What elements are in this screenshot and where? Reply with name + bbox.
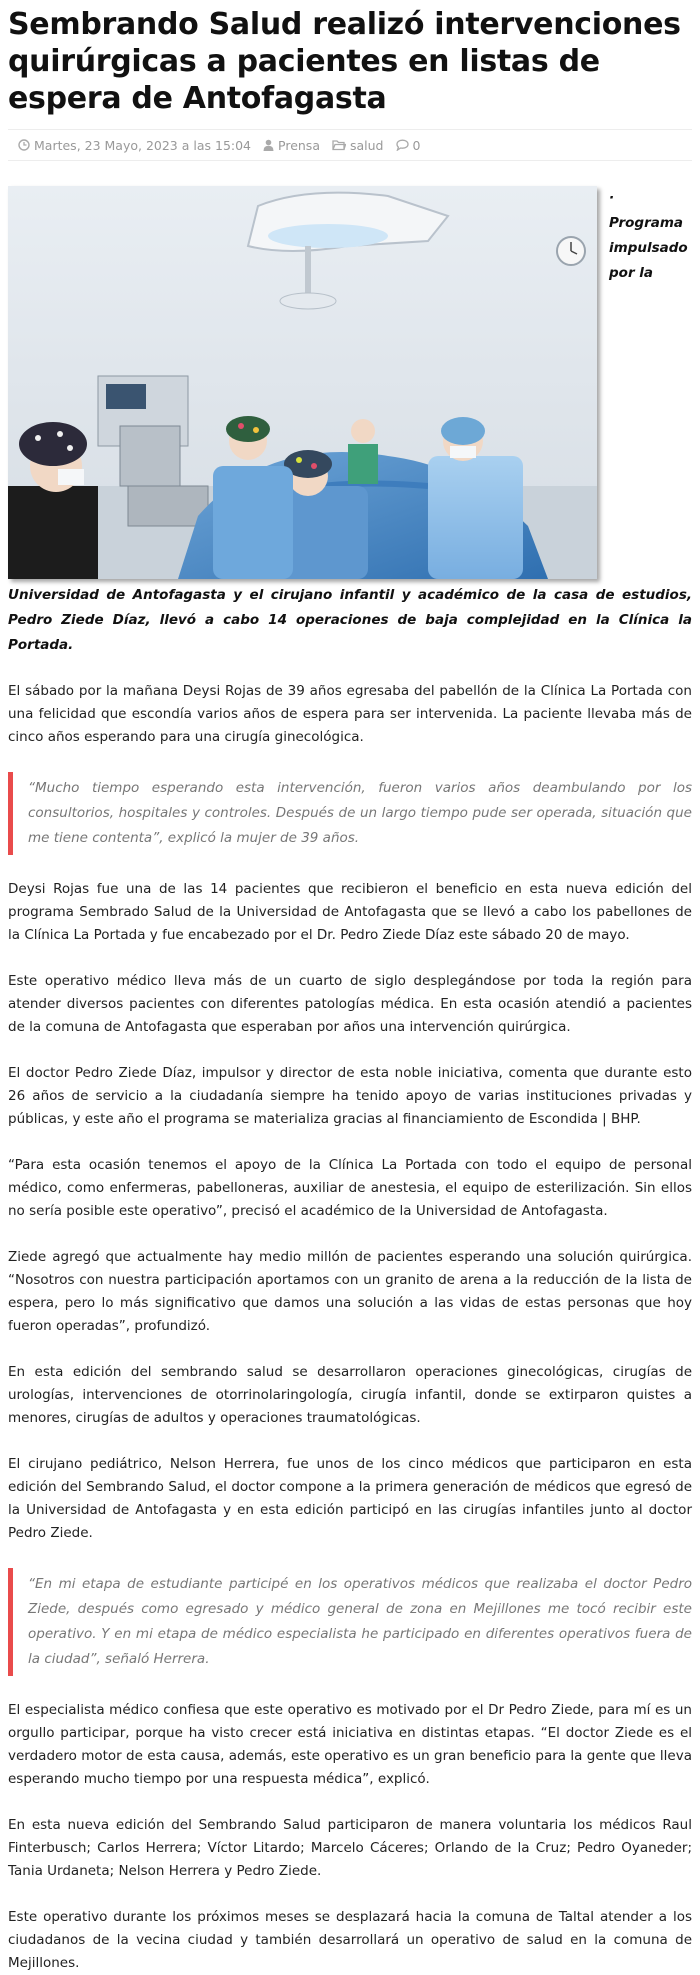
surgery-photo-image (8, 186, 597, 579)
paragraph: El sábado por la mañana Deysi Rojas de 39 años egresaba del pabellón de la Clínica La Portada con una felicidad que escondía varios años de espera para ser intervenida. La paciente llevaba más de cinco años esperando para una cirugía ginecológica. (8, 683, 692, 745)
paragraph: El especialista médico confiesa que este operativo es motivado por el Dr Pedro Ziede, para mí es un orgullo participar, porque ha visto crecer está iniciativa en distintas etapas. “El doctor Ziede es el verdadero motor de esta causa, además, este operativo es un gran beneficio para la gente que lleva esperando mucho tiempo por una respuesta médica”, explicó. (8, 1702, 692, 1787)
meta-author[interactable] (263, 138, 320, 153)
meta-category-link[interactable]: salud (349, 137, 384, 153)
paragraph: El cirujano pediátrico, Nelson Herrera, fue unos de los cinco médicos que participaron en esta edición del Sembrando Salud, el doctor compone a la primera generación de médicos que egresó de la Universidad de Antofagasta y en esta edición participó en las cirugías infantiles junto al doctor Pedro Ziede. (8, 1456, 692, 1541)
meta-comments[interactable] (396, 138, 421, 153)
paragraph: En esta edición del sembrando salud se desarrollaron operaciones ginecológicas, cirugías de urologías, intervenciones de otorrinolaringología, cirugía infantil, donde se extirparon quistes a menores, cirugías de adultos y operaciones traumatológicas. (8, 1364, 692, 1426)
paragraph: Este operativo durante los próximos meses se desplazará hacia la comuna de Taltal atender a los ciudadanos de la vecina ciudad y también desarrollará un operativo de salud en la comuna de Mejillones. (8, 1909, 692, 1971)
article-meta (8, 129, 692, 161)
surgery-photo (8, 186, 597, 579)
user-icon (263, 139, 274, 151)
paragraph: “Para esta ocasión tenemos el apoyo de la Clínica La Portada con todo el equipo de personal médico, como enfermeras, pabelloneras, auxiliar de anestesia, el equipo de esterilización. Sin ellos no sería posible este operativo”, precisó el académico de la Universidad de Antofagasta. (8, 1157, 692, 1219)
article (0, 6, 700, 1975)
paragraph: Deysi Rojas fue una de las 14 pacientes que recibieron el beneficio en esta nueva edición del programa Sembrado Salud de la Universidad de Antofagasta que se llevó a cabo los pabellones de la Clínica La Portada y fue encabezado por el Dr. Pedro Ziede Díaz este sábado 20 de mayo. (8, 881, 692, 943)
clock-icon (18, 139, 30, 151)
meta-date-text: Martes, 23 Mayo, 2023 a las 15:04 (34, 137, 252, 153)
paragraph: Ziede agregó que actualmente hay medio millón de pacientes esperando una solución quirúrgica. “Nosotros con nuestra participación aportamos con un granito de arena a la reducción de la lista de espera, pero lo más significativo que damos una solución a las vidas de estas personas que hoy fueron operadas”, profundizó. (8, 1249, 692, 1334)
lead-summary-tail: Universidad de Antofagasta y el cirujano infantil y académico de la casa de estudios, Pedro Ziede Díaz, llevó a cabo 14 operaciones de baja complejidad en la Clínica la Portada. (8, 587, 692, 653)
meta-comments-count[interactable]: 0 (412, 137, 421, 153)
folder-icon (332, 139, 346, 151)
paragraph: El doctor Pedro Ziede Díaz, impulsor y director de esta noble iniciativa, comenta que durante esto 26 años de servicio a la ciudadanía siempre ha tenido apoyo de varias instituciones privadas y públicas, y este año el programa se materializa gracias al financiamiento de Escondida | BHP. (8, 1065, 692, 1127)
meta-date (18, 138, 251, 153)
meta-category[interactable] (332, 138, 384, 153)
comment-icon (396, 139, 409, 151)
article-title: Sembrando Salud realizó intervenciones quirúrgicas a pacientes en listas de espera de Antofagasta (8, 7, 681, 116)
paragraph: En esta nueva edición del Sembrando Salud participaron de manera voluntaria los médicos Raul Finterbusch; Carlos Herrera; Víctor Litardo; Marcelo Cáceres; Orlando de la Cruz; Pedro Oyaneder; Tania Urdaneta; Nelson Herrera y Pedro Ziede. (8, 1817, 692, 1879)
article-lead (8, 186, 692, 658)
lead-summary-side: · Programa impulsado por la (609, 190, 688, 281)
paragraph: Este operativo médico lleva más de un cuarto de siglo desplegándose por toda la región para atender diversos pacientes con diferentes patologías médica. En esta ocasión atendió a pacientes de la comuna de Antofagasta que esperaban por años una intervención quirúrgica. (8, 973, 692, 1035)
pull-quote: “En mi etapa de estudiante participé en los operativos médicos que realizaba el doctor Pedro Ziede, después como egresado y médico general de zona en Mejillones me tocó recibir este operativo. Y en mi etapa de médico especialista he participado en diferentes operativos fuera de la ciudad”, señaló Herrera. (8, 1568, 692, 1676)
meta-author-link[interactable]: Prensa (278, 137, 320, 153)
pull-quote: “Mucho tiempo esperando esta intervención, fueron varios años deambulando por los consultorios, hospitales y controles. Después de un largo tiempo pude ser operada, situación que me tiene contenta”, explicó la mujer de 39 años. (8, 772, 692, 855)
